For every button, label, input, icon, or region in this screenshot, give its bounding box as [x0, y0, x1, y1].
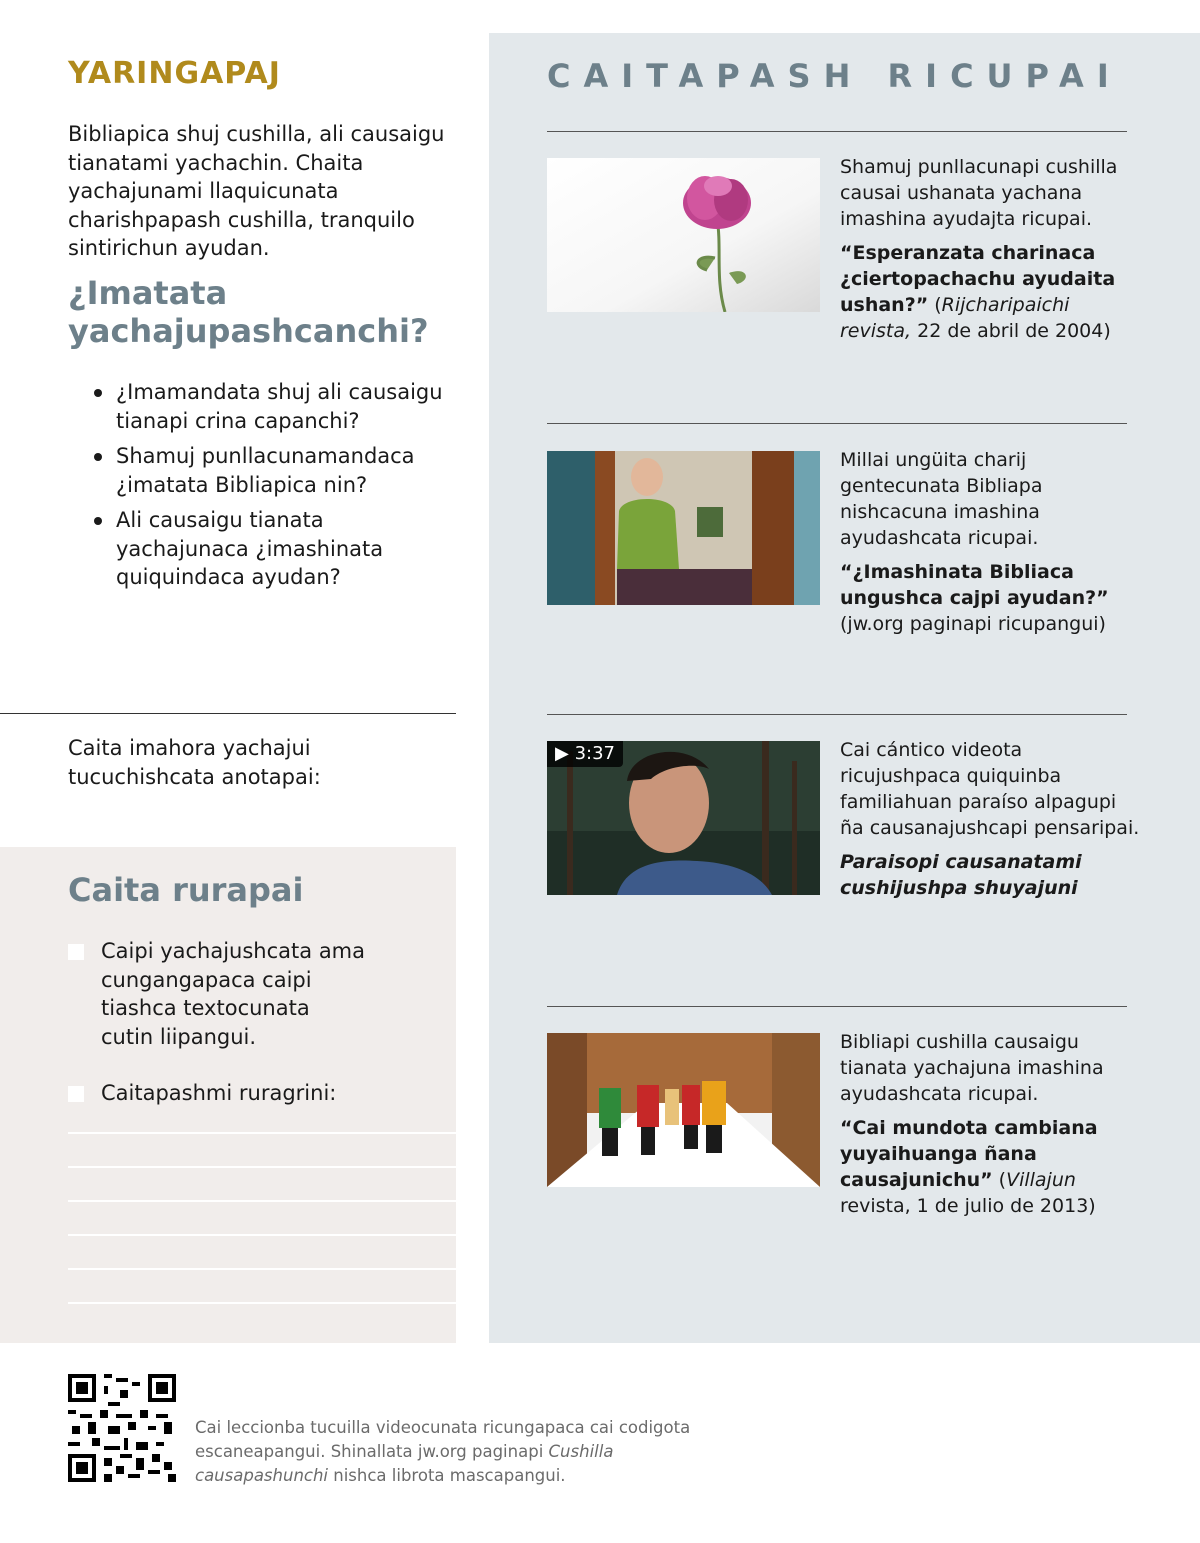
- explore-panel: [489, 33, 1200, 1343]
- item-source: (jw.org paginapi ricupangui): [840, 613, 1106, 635]
- explore-title: CAITAPASH RICUPAI: [547, 57, 1122, 95]
- item-description: Cai cántico videota ricujushpaca quiquinba familiahuan paraíso alpagupi ña causanajushcapi pensaripai.: [840, 739, 1140, 839]
- family-snow-thumbnail[interactable]: [547, 1033, 820, 1187]
- writing-line[interactable]: [68, 1302, 456, 1304]
- explore-item-3: [840, 737, 1140, 901]
- footer-text-end: nishca librota mascapangui.: [328, 1466, 566, 1485]
- video-duration-badge[interactable]: [547, 741, 623, 767]
- writing-line[interactable]: [68, 1200, 456, 1202]
- qr-code-icon[interactable]: [68, 1374, 176, 1482]
- section-divider: [0, 713, 456, 714]
- source-date: 22 de abril de 2004): [911, 320, 1111, 342]
- article-link[interactable]: [840, 240, 1140, 344]
- link-title[interactable]: “Cai mundota cambiana yuyaihuanga ñana causajunichu”: [840, 1117, 1098, 1191]
- explore-item-1: [840, 154, 1140, 344]
- book-title: Cushilla causapashunchi: [195, 1442, 614, 1485]
- writing-line[interactable]: [68, 1234, 456, 1236]
- article-link[interactable]: [840, 559, 1140, 611]
- writing-line[interactable]: [68, 1268, 456, 1270]
- review-question-list: [94, 378, 459, 599]
- completion-date-label: Caita imahora yachajui tucuchishcata anotapai:: [68, 736, 321, 789]
- review-heading: ¿Imatata yachajupashcanchi?: [68, 274, 429, 350]
- article-link[interactable]: [840, 1115, 1140, 1219]
- writing-line[interactable]: [68, 1166, 456, 1168]
- try-this-heading: Caita rurapai: [68, 871, 304, 909]
- item-divider: [547, 423, 1127, 424]
- play-icon[interactable]: ▶: [555, 743, 575, 764]
- source-paren: (: [928, 294, 942, 316]
- checkbox-icon[interactable]: [68, 944, 84, 960]
- review-question: Shamuj punllacunamandaca ¿imatata Bibliapica nin?: [94, 442, 459, 499]
- footer-instructions: [195, 1416, 715, 1488]
- item-description: Millai ungüita charij gentecunata Bibliapa nishcacuna imashina ayudashcata ricupai.: [840, 449, 1043, 549]
- item-divider: [547, 714, 1127, 715]
- writing-line[interactable]: [68, 1132, 456, 1134]
- checklist-item-label: Caipi yachajushcata ama cungangapaca caipi tiashca textocunata cutin liipangui.: [101, 939, 366, 1049]
- source-publication: Villajun: [1006, 1169, 1076, 1191]
- flower-thumbnail[interactable]: [547, 158, 820, 312]
- checklist-item[interactable]: [68, 937, 368, 1051]
- source-publication: Rijcharipaichi revista,: [840, 294, 1070, 342]
- video-duration: 3:37: [574, 743, 615, 764]
- item-description: Shamuj punllacunapi cushilla causai ushanata yachana imashina ayudajta ricupai.: [840, 156, 1118, 230]
- checklist-item-label: Caitapashmi ruragrini:: [101, 1081, 337, 1105]
- item-divider: [547, 1006, 1127, 1007]
- link-title[interactable]: “¿Imashinata Bibliaca ungushca cajpi ayudan?”: [840, 561, 1109, 609]
- summary-title: YARINGAPAJ: [68, 56, 281, 91]
- explore-item-2: [840, 447, 1140, 637]
- checkbox-icon[interactable]: [68, 1086, 84, 1102]
- review-question: Ali causaigu tianata yachajunaca ¿imashinata quiquindaca ayudan?: [94, 506, 459, 592]
- checklist-item[interactable]: [68, 1079, 398, 1108]
- review-question: ¿Imamandata shuj ali causaigu tianapi crina capanchi?: [94, 378, 459, 435]
- source-date: revista, 1 de julio de 2013): [840, 1195, 1096, 1217]
- video-link[interactable]: [840, 849, 1140, 901]
- video-thumbnail[interactable]: [547, 741, 820, 895]
- item-description: Bibliapi cushilla causaigu tianata yachajuna imashina ayudashcata ricupai.: [840, 1031, 1104, 1105]
- item-divider: [547, 131, 1127, 132]
- man-window-thumbnail[interactable]: [547, 451, 820, 605]
- link-title[interactable]: Paraisopi causanatami cushijushpa shuyajuni: [840, 851, 1082, 899]
- link-title[interactable]: “Esperanzata charinaca ¿ciertopachachu ayudaita ushan?”: [840, 242, 1116, 316]
- try-this-box: [0, 847, 456, 1343]
- footer-text: Cai leccionba tucuilla videocunata ricungapaca cai codigota escaneapangui. Shinallata jw.org paginapi: [195, 1418, 691, 1461]
- explore-item-4: [840, 1029, 1140, 1219]
- source-paren: (: [992, 1169, 1007, 1191]
- summary-text: Bibliapica shuj cushilla, ali causaigu tianatami yachachin. Chaita yachajunami llaquicunata charishpapash cushilla, tranquilo sintirichun ayudan.: [68, 122, 445, 260]
